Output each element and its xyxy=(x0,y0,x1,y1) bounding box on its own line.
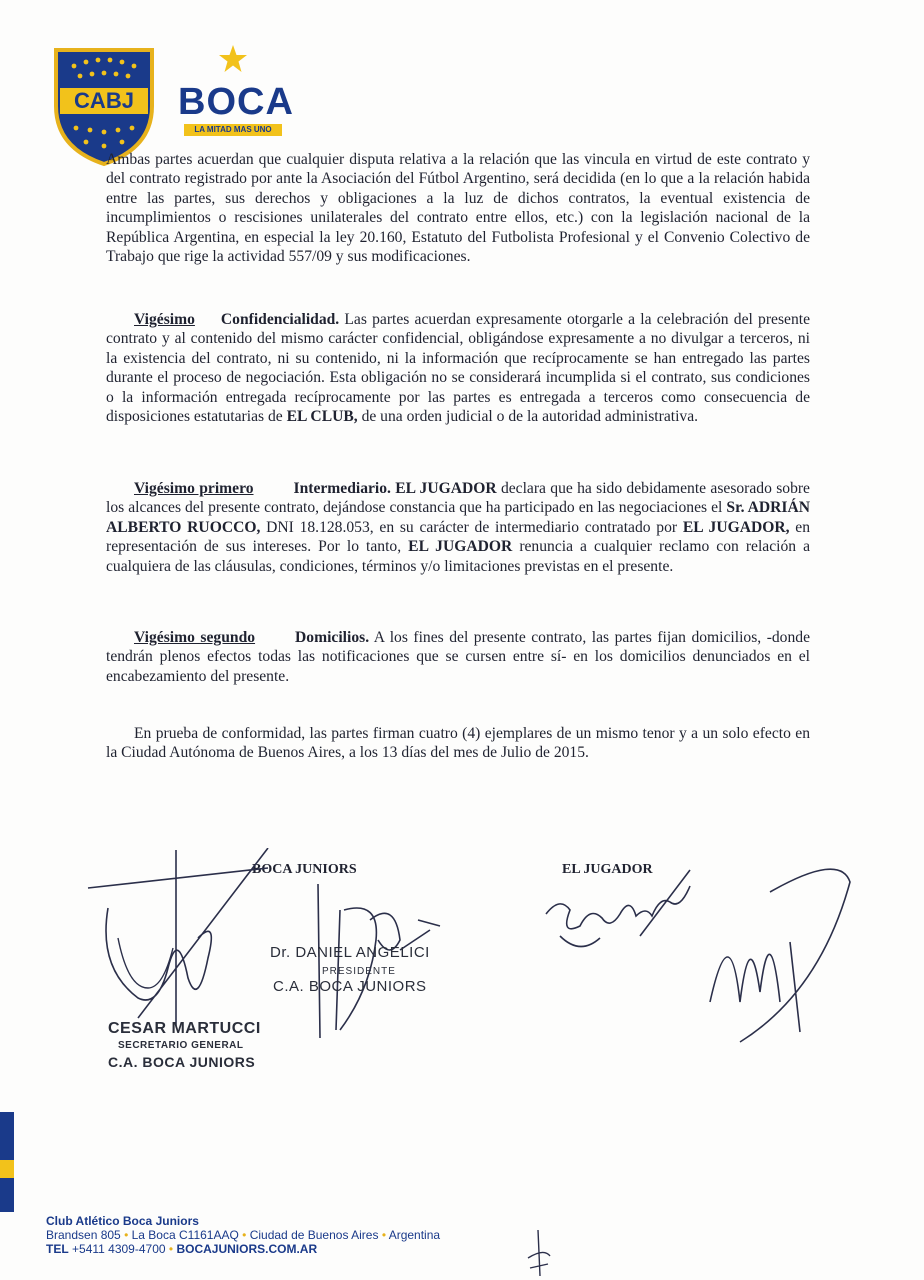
footer-address: Brandsen 805 • La Boca C1161AAQ • Ciudad de Buenos Aires • Argentina xyxy=(46,1228,441,1242)
footer-website: BOCAJUNIORS.COM.AR xyxy=(176,1242,318,1256)
brand-name: BOCA xyxy=(178,81,294,123)
clause-text: DNI 18.128.053, en su carácter de intermediario contratado por xyxy=(266,518,678,536)
brand-tagline: LA MITAD MAS UNO xyxy=(184,124,282,136)
agent-name: Sr. ADRIÁN ALBERTO RUOCCO, xyxy=(106,499,810,536)
paragraph-confidencialidad xyxy=(106,310,810,426)
clause-title: Intermediario. xyxy=(293,480,391,497)
president-stamp-club: C.A. BOCA JUNIORS xyxy=(273,978,427,995)
club-color-stripes xyxy=(0,1112,14,1212)
footer-contact: TEL +5411 4309-4700 • BOCAJUNIORS.COM.AR xyxy=(46,1242,318,1256)
clause-heading: Vigésimo segundo xyxy=(134,629,256,646)
footer-club-name: Club Atlético Boca Juniors xyxy=(46,1214,199,1228)
clause-heading: Vigésimo primero xyxy=(134,480,254,497)
clause-title: Domicilios. xyxy=(295,629,370,646)
club-signature-label: BOCA JUNIORS xyxy=(252,862,357,877)
clause-text: Las partes acuerdan expresamente otorgarle a la celebración del presente contrato y al contenido del mismo carácter confidencial, obligándose expresamente a no divulgar a terceros, ni la existencia del contrato, ni su contenido, ni la información que recíprocamente se han entregado las partes durante el proceso de negociación. Esta obligación no se considerará incumplida si el contrato, sus condiciones o la información entregada recíprocamente por las partes es entregada a terceros como consecuencia de disposiciones estatutarias de xyxy=(106,311,810,426)
footer-phone: +5411 4309-4700 xyxy=(72,1242,166,1256)
clause-title: Confidencialidad. xyxy=(220,311,340,328)
secretary-stamp-role: SECRETARIO GENERAL xyxy=(118,1040,244,1051)
el-jugador-term: EL JUGADOR xyxy=(395,480,497,497)
president-stamp-role: PRESIDENTE xyxy=(322,966,396,977)
paragraph-conformidad xyxy=(106,724,810,763)
initial-mark xyxy=(524,1228,554,1278)
player-signature-label: EL JUGADOR xyxy=(562,862,653,877)
president-stamp-name: Dr. DANIEL ANGELICI xyxy=(270,944,430,961)
boca-brand-logo xyxy=(178,44,294,136)
paragraph-dispute: Ambas partes acuerdan que cualquier disputa relativa a la relación que las vincula en virtud de este contrato y del contrato registrado por ante la Asociación del Fútbol Argentino, será decidida (en lo que a la relación habida entre las partes, sus derechos y obligaciones a la luz de dichos contratos, la eventual existencia de incumplimientos o rescisiones unilaterales del contrato entre ellos, etc.) con la legislación nacional de la República Argentina, en especial la ley 20.160, Estatuto del Futbolista Profesional y el Convenio Colectivo de Trabajo que rige la actividad 557/09 y sus modificaciones. xyxy=(106,151,810,266)
secretary-stamp-club: C.A. BOCA JUNIORS xyxy=(108,1054,256,1070)
secretary-stamp-name: CESAR MARTUCCI xyxy=(108,1020,261,1037)
clause-text-tail: de una orden judicial o de la autoridad administrativa. xyxy=(361,408,699,426)
player-second-signature xyxy=(700,852,860,1052)
paragraph-domicilios xyxy=(106,628,810,686)
clause-text: declara que ha sido debidamente asesorado sobre los alcances del presente contrato, dejándose constancia que ha participado en las negociaciones el xyxy=(106,480,810,517)
el-club-term: EL CLUB, xyxy=(286,408,358,426)
el-jugador-term: EL JUGADOR, xyxy=(682,518,790,536)
secretary-signature xyxy=(78,848,278,1028)
player-signature xyxy=(540,866,710,956)
clause-text: en representación de sus intereses. Por lo tanto, xyxy=(106,518,810,556)
clause-text: renuncia a cualquier reclamo con relación a cualquiera de las cláusulas, condiciones, términos y/o limitaciones previstas en el presente. xyxy=(106,538,811,575)
paragraph-intermediario xyxy=(106,479,810,576)
star-icon xyxy=(218,44,248,74)
letterhead-footer xyxy=(46,1214,440,1256)
clause-text: A los fines del presente contrato, las partes fijan domicilios, -donde tendrán plenos efectos todas las notificaciones que se cursen entre sí- en los domicilios denunciados en el encabezamiento del presente. xyxy=(106,629,810,685)
closing-text: En prueba de conformidad, las partes firman cuatro (4) ejemplares de un mismo tenor y a un solo efecto en la Ciudad Autónoma de Buenos Aires, a los 13 días del mes de Julio de 2015. xyxy=(106,725,810,762)
crest-text: CABJ xyxy=(74,88,134,113)
clause-heading: Vigésimo xyxy=(134,311,195,328)
el-jugador-term: EL JUGADOR xyxy=(408,538,513,556)
